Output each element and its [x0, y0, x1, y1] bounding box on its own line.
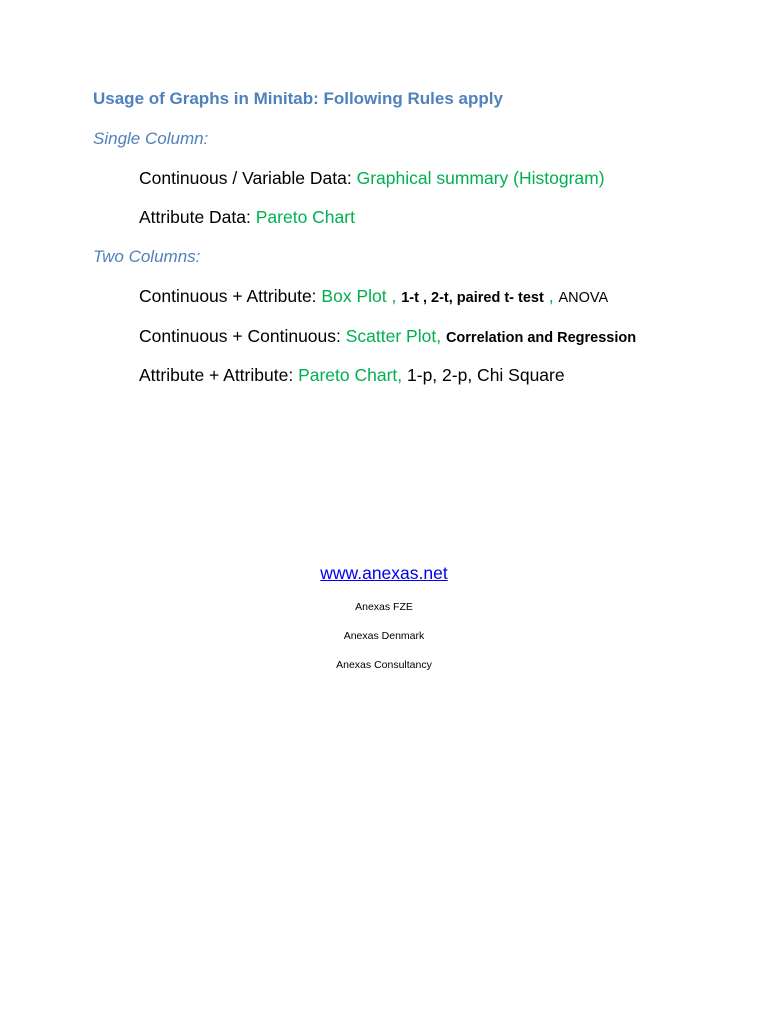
rule-tests: 1-t , 2-t, paired t- test: [401, 290, 544, 306]
rule-tests-2: ANOVA: [558, 290, 609, 306]
website-link[interactable]: www.anexas.net: [320, 563, 448, 583]
rule-separator: ,: [548, 286, 554, 306]
rule-graph: Box Plot ,: [321, 286, 397, 306]
rule-continuous-continuous: [139, 326, 636, 347]
rule-tests: 1-p, 2-p, Chi Square: [407, 365, 565, 385]
single-column-heading: Single Column:: [93, 129, 209, 148]
rule-continuous-variable: [139, 168, 605, 189]
rule-label: Attribute Data:: [139, 207, 251, 227]
rule-label: Attribute + Attribute:: [139, 365, 294, 385]
rule-continuous-attribute: [139, 286, 608, 307]
footer-line-fze: Anexas FZE: [355, 601, 413, 613]
rule-label: Continuous / Variable Data:: [139, 168, 352, 188]
rule-graph: Pareto Chart: [255, 207, 355, 227]
footer-line-consultancy: Anexas Consultancy: [336, 659, 432, 671]
page-title: Usage of Graphs in Minitab: Following Rules apply: [93, 89, 503, 108]
rule-label: Continuous + Attribute:: [139, 286, 317, 306]
rule-attribute-attribute: [139, 365, 565, 386]
rule-graph: Pareto Chart,: [298, 365, 403, 385]
footer-line-denmark: Anexas Denmark: [343, 630, 425, 642]
rule-attribute-data: [139, 207, 355, 228]
rule-label: Continuous + Continuous:: [139, 326, 341, 346]
rule-tests: Correlation and Regression: [445, 330, 637, 346]
two-columns-heading: Two Columns:: [93, 247, 201, 266]
rule-graph: Scatter Plot,: [345, 326, 442, 346]
rule-graph: Graphical summary (Histogram): [356, 168, 605, 188]
